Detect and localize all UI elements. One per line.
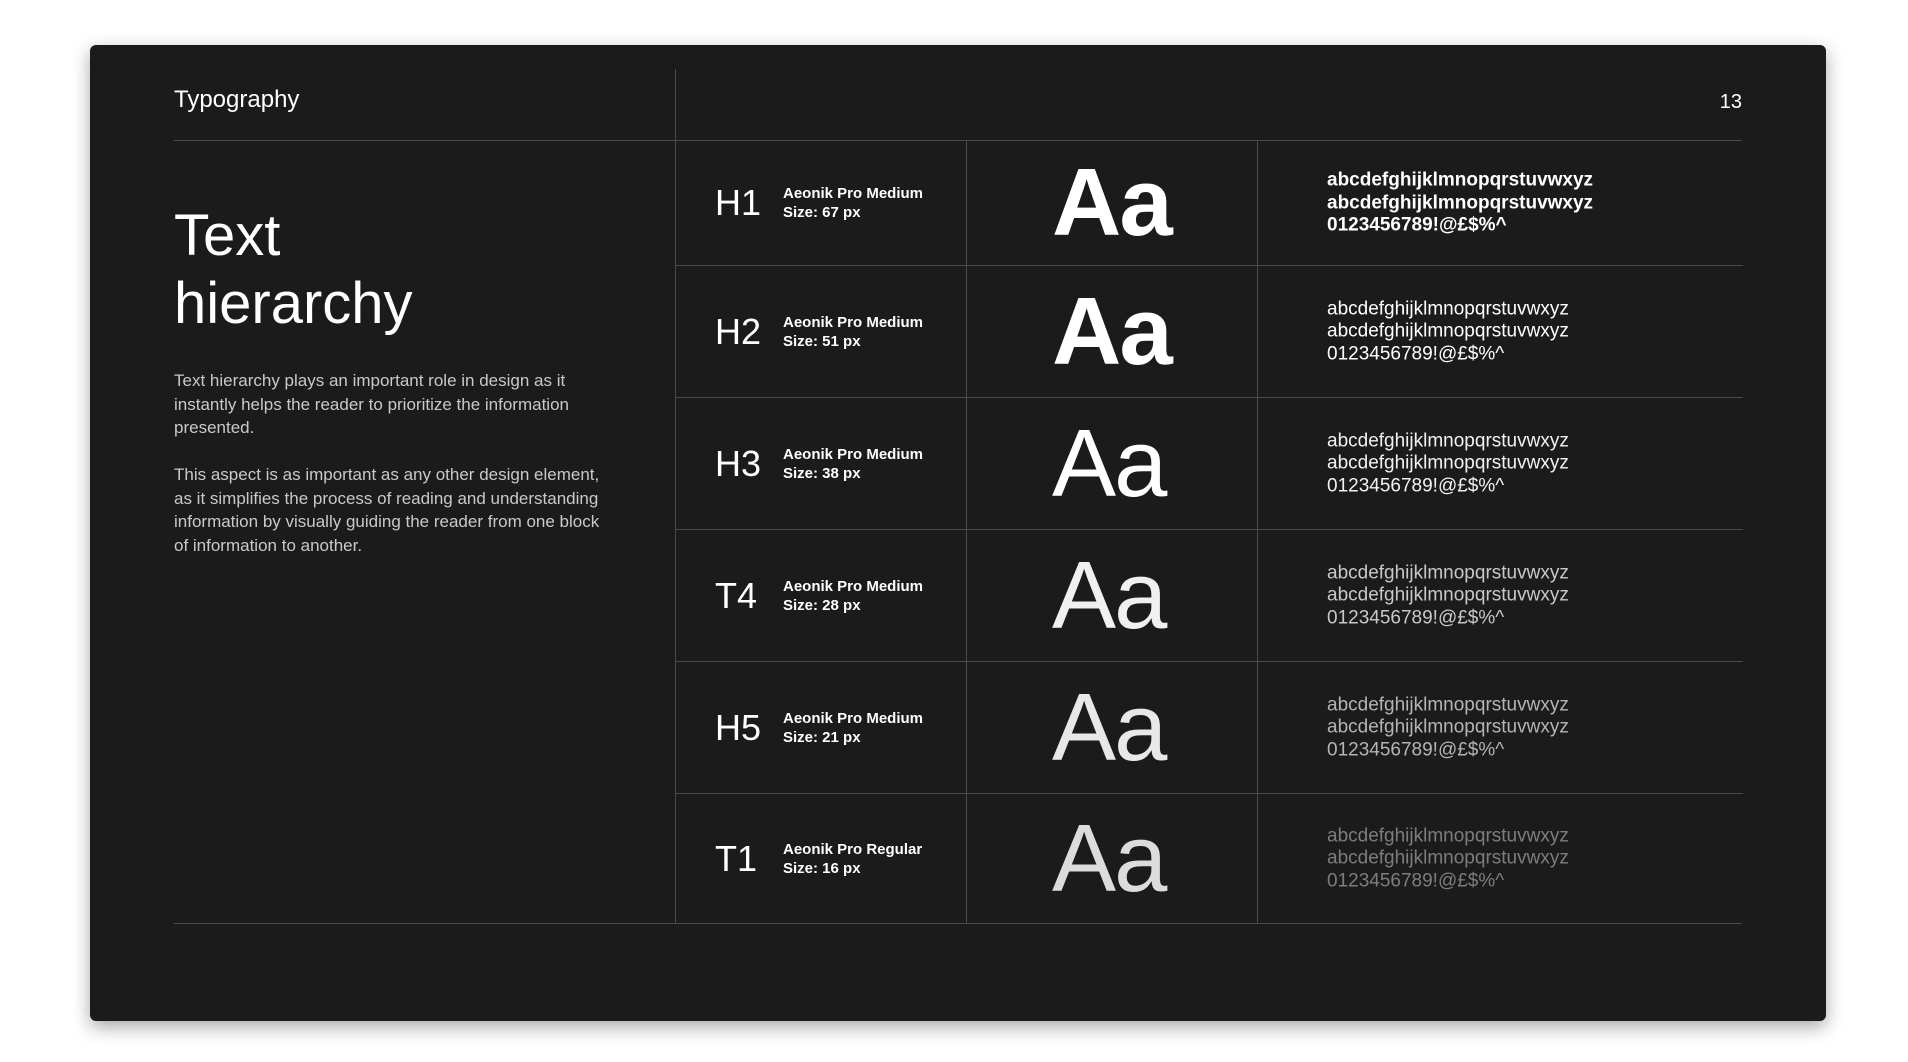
sample-cell: [967, 398, 1258, 529]
glyph-sample: Aa: [1052, 673, 1166, 781]
sample-cell: [967, 794, 1258, 923]
style-label-cell: [676, 398, 967, 529]
glyph-sample: Aa: [1052, 804, 1166, 912]
glyph-sample: Aa: [1052, 149, 1171, 256]
style-meta: [783, 709, 923, 747]
type-row-h3: [676, 398, 1743, 530]
type-scale-table: [675, 141, 1743, 923]
charset-lowercase-2: abcdefghijklmnopqrstuvwxyz: [1327, 320, 1569, 342]
charset-lowercase-2: abcdefghijklmnopqrstuvwxyz: [1327, 452, 1569, 474]
type-row-h2: [676, 266, 1743, 398]
style-label-cell: [676, 662, 967, 793]
type-row-h1: [676, 141, 1743, 266]
charset-lowercase-2: abcdefghijklmnopqrstuvwxyz: [1327, 191, 1594, 213]
font-name: Aeonik Pro Medium: [783, 313, 924, 331]
font-size: Size: 67 px: [783, 204, 861, 221]
bottom-rule: [174, 923, 1742, 924]
style-tag: T1: [715, 837, 758, 879]
type-row-h5: [676, 662, 1743, 794]
glyph-sample: Aa: [1052, 277, 1171, 385]
charset-cell: [1258, 266, 1743, 397]
font-name: Aeonik Pro Regular: [783, 840, 923, 858]
charset-digits: 0123456789!@£$%^: [1327, 342, 1505, 364]
font-size: Size: 38 px: [783, 464, 861, 482]
style-label-cell: [676, 141, 967, 265]
charset-cell: [1258, 398, 1743, 529]
style-tag: H3: [715, 442, 762, 484]
type-row-t1: [676, 794, 1743, 923]
charset-cell: [1258, 530, 1743, 661]
style-label-cell: [676, 266, 967, 397]
font-name: Aeonik Pro Medium: [783, 185, 924, 202]
section-title-line1: Text: [174, 203, 281, 268]
charset: [1327, 562, 1569, 630]
sample-cell: [967, 141, 1258, 265]
style-meta: [783, 840, 922, 878]
glyph-sample: Aa: [1052, 541, 1166, 649]
style-tag: H1: [715, 182, 762, 223]
charset-cell: [1258, 141, 1743, 265]
style-meta: [783, 184, 923, 222]
style-label-cell: [676, 794, 967, 923]
style-tag: H5: [715, 706, 762, 748]
section-title-line2: hierarchy: [174, 271, 413, 336]
charset-digits: 0123456789!@£$%^: [1327, 738, 1505, 760]
charset-lowercase: abcdefghijklmnopqrstuvwxyz: [1327, 561, 1569, 583]
sample-cell: [967, 530, 1258, 661]
intro-paragraph-1: Text hierarchy plays an important role in design as it instantly helps the reader to prioritize the information presented.: [174, 371, 569, 437]
font-name: Aeonik Pro Medium: [783, 577, 924, 595]
section-title: [174, 202, 594, 338]
slide: [90, 45, 1826, 1021]
sample-cell: [967, 662, 1258, 793]
charset-lowercase: abcdefghijklmnopqrstuvwxyz: [1327, 169, 1594, 191]
charset: [1327, 298, 1569, 366]
charset-lowercase: abcdefghijklmnopqrstuvwxyz: [1327, 297, 1569, 319]
charset-digits: 0123456789!@£$%^: [1327, 869, 1505, 891]
font-size: Size: 16 px: [783, 859, 861, 877]
charset-lowercase: abcdefghijklmnopqrstuvwxyz: [1327, 693, 1569, 715]
charset-lowercase-2: abcdefghijklmnopqrstuvwxyz: [1327, 716, 1569, 738]
charset-digits: 0123456789!@£$%^: [1327, 474, 1505, 496]
style-tag: T4: [715, 574, 758, 616]
charset-digits: 0123456789!@£$%^: [1327, 606, 1505, 628]
font-name: Aeonik Pro Medium: [783, 709, 924, 727]
style-meta: [783, 577, 923, 615]
font-size: Size: 21 px: [783, 728, 861, 746]
charset: [1327, 825, 1569, 893]
charset: [1327, 169, 1593, 237]
font-size: Size: 28 px: [783, 596, 861, 614]
type-row-t4: [676, 530, 1743, 662]
font-name: Aeonik Pro Medium: [783, 445, 924, 463]
font-size: Size: 51 px: [783, 332, 861, 350]
charset: [1327, 694, 1569, 762]
charset-digits: 0123456789!@£$%^: [1327, 214, 1507, 236]
style-label-cell: [676, 530, 967, 661]
style-meta: [783, 445, 923, 483]
intro-paragraph-2: This aspect is as important as any other design element, as it simplifies the process of reading and understanding information by visually guiding the reader from one block of information to another.: [174, 465, 600, 555]
charset-lowercase: abcdefghijklmnopqrstuvwxyz: [1327, 824, 1569, 846]
sample-cell: [967, 266, 1258, 397]
style-tag: H2: [715, 310, 762, 352]
page-number: 13: [1719, 91, 1742, 113]
charset-cell: [1258, 794, 1743, 923]
style-meta: [783, 313, 923, 351]
column-divider: [675, 69, 676, 140]
glyph-sample: Aa: [1052, 409, 1166, 517]
charset-lowercase: abcdefghijklmnopqrstuvwxyz: [1327, 429, 1569, 451]
charset-lowercase-2: abcdefghijklmnopqrstuvwxyz: [1327, 584, 1569, 606]
charset-lowercase-2: abcdefghijklmnopqrstuvwxyz: [1327, 847, 1569, 869]
slide-header-title: Typography: [174, 86, 300, 113]
charset-cell: [1258, 662, 1743, 793]
charset: [1327, 430, 1569, 498]
